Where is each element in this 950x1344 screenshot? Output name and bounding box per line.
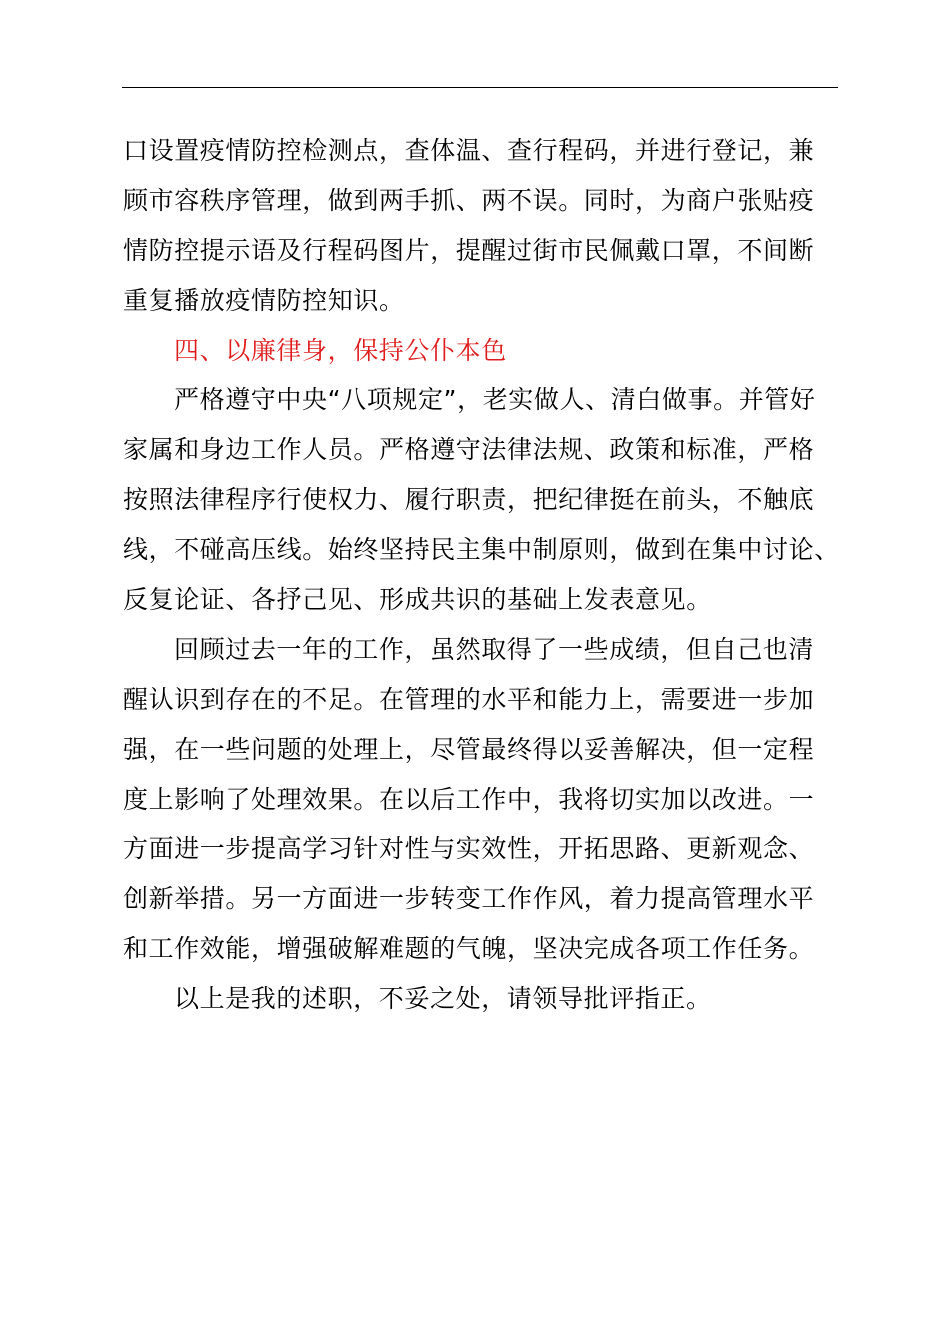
text-line: 和工作效能，增强破解难题的气魄，坚决完成各项工作任务。 [123,934,815,964]
text-line: 方面进一步提高学习针对性与实效性，开拓思路、更新观念、 [123,834,815,864]
text-line: 按照法律程序行使权力、履行职责，把纪律挺在前头，不触底 [123,485,815,515]
document-body [123,126,839,1024]
text-line: 以上是我的述职，不妥之处，请领导批评指正。 [174,984,712,1014]
text-line: 创新举措。另一方面进一步转变工作作风，着力提高管理水平 [123,884,815,914]
header-rule [122,87,838,88]
text-line: 严格遵守中央“八项规定”，老实做人、清白做事。并管好 [174,385,816,415]
text-line: 反复论证、各抒己见、形成共识的基础上发表意见。 [123,585,712,615]
text-line: 度上影响了处理效果。在以后工作中，我将切实加以改进。一 [123,784,815,814]
text-line: 情防控提示语及行程码图片，提醒过街市民佩戴口罩，不间断 [123,235,815,265]
text-line: 线，不碰高压线。始终坚持民主集中制原则，做到在集中讨论、 [123,535,840,565]
text-line: 回顾过去一年的工作，虽然取得了一些成绩，但自己也清 [174,634,815,664]
text-line: 重复播放疫情防控知识。 [123,285,405,315]
section-heading: 四、以廉律身，保持公仆本色 [174,335,507,365]
text-line: 强，在一些问题的处理上，尽管最终得以妥善解决，但一定程 [123,734,815,764]
text-line: 顾市容秩序管理，做到两手抓、两不误。同时，为商户张贴疫 [123,185,815,215]
text-line: 醒认识到存在的不足。在管理的水平和能力上，需要进一步加 [123,684,815,714]
text-line: 家属和身边工作人员。严格遵守法律法规、政策和标准，严格 [123,435,815,465]
text-line: 口设置疫情防控检测点，查体温、查行程码，并进行登记，兼 [123,136,815,165]
